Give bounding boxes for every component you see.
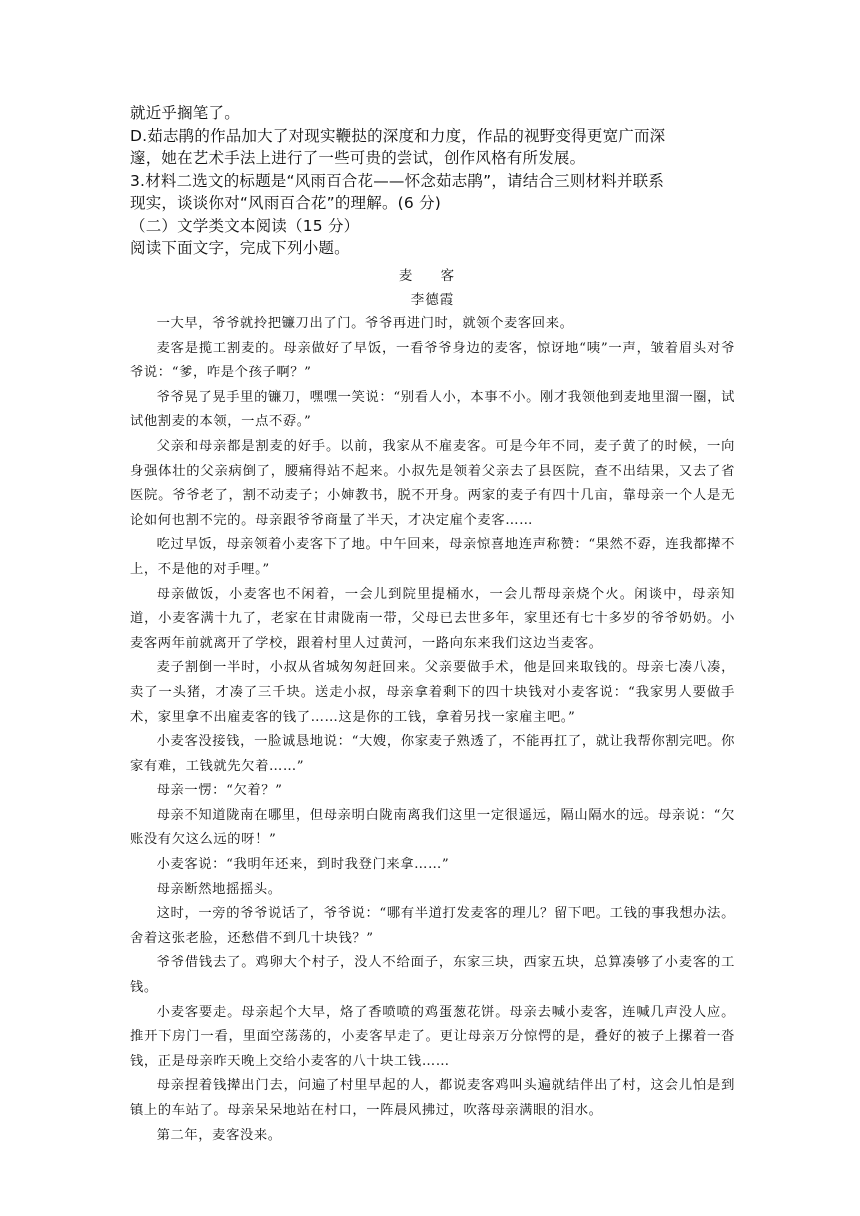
- section-heading: （二）文学类文本阅读（15 分）: [130, 216, 360, 235]
- story-paragraph: 母亲一愣：“欠着？”: [156, 783, 283, 799]
- question-block: [130, 102, 735, 260]
- story-paragraph: 小麦客没接钱，一脸诚恳地说：“大嫂，你家麦子熟透了，不能再扛了，就让我帮你割完吧。你家有难，工钱就先欠着……”: [130, 734, 735, 774]
- story-paragraph: 麦客是揽工割麦的。母亲做好了早饭，一看爷爷身边的麦客，惊讶地“咦”一声，皱着眉头对爷爷说：“爹，咋是个孩子啊？”: [130, 340, 735, 381]
- story-paragraph: 第二年，麦客没来。: [156, 1127, 282, 1143]
- story-title: 麦 客: [398, 268, 467, 284]
- option-d-line: 邃，她在艺术手法上进行了一些可贵的尝试，创作风格有所发展。: [130, 149, 586, 167]
- story-paragraph: 母亲不知道陇南在哪里，但母亲明白陇南离我们这里一定很遥远，隔山隔水的远。母亲说：“欠账没有欠这么远的呀！”: [130, 807, 735, 848]
- story-paragraph: 这时，一旁的爷爷说话了，爷爷说：“哪有半道打发麦客的理儿？留下吧。工钱的事我想办法。舍着这张老脸，还愁借不到几十块钱？”: [130, 906, 735, 946]
- story-paragraph: 父亲和母亲都是割麦的好手。以前，我家从不雇麦客。可是今年不同，麦子黄了的时候，一向身强体壮的父亲病倒了，腰痛得站不起来。小叔先是领着父亲去了县医院，查不出结果，又去了省医院。爷爷老了，割不动麦子；小婶教书，脱不开身。两家的麦子有四十几亩，靠母亲一个人是无论如何也割不完的。母亲跟爷爷商量了半天，才决定雇个麦客……: [130, 438, 735, 528]
- story-paragraph: 母亲做饭，小麦客也不闲着，一会儿到院里提桶水，一会儿帮母亲烧个火。闲谈中，母亲知道，小麦客满十九了，老家在甘肃陇南一带，父母已去世多年，家里还有七十多岁的爷爷奶奶。小麦客两年前就离开了学校，跟着村里人过黄河，一路向东来我们这边当麦客。: [130, 586, 735, 651]
- story-passage: [130, 264, 735, 1148]
- story-paragraph: 小麦客说：“我明年还来，到时我登门来拿……”: [156, 857, 450, 873]
- reading-instruction: 阅读下面文字，完成下列小题。: [130, 239, 350, 257]
- story-paragraph: 小麦客要走。母亲起个大早，烙了香喷喷的鸡蛋葱花饼。母亲去喊小麦客，连喊几声没人应。推开下房门一看，里面空荡荡的，小麦客早走了。更让母亲万分惊愕的是，叠好的被子上摞着一沓钱，正是母亲昨天晚上交给小麦客的八十块工钱……: [130, 1004, 735, 1069]
- story-paragraph: 母亲断然地摇摇头。: [156, 881, 282, 897]
- question-text-line: 就近乎搁笔了。: [130, 104, 240, 122]
- story-paragraph: 爷爷借钱去了。鸡卵大个村子，没人不给面子，东家三块，西家五块，总算凑够了小麦客的工钱。: [130, 955, 735, 996]
- story-paragraph: 一大早，爷爷就拎把镰刀出了门。爷爷再进门时，就领个麦客回来。: [156, 316, 574, 331]
- question-3-line: 现实，谈谈你对“风雨百合花”的理解。(6 分): [130, 194, 442, 212]
- question-3-line: 3.材料二选文的标题是“风雨百合花——怀念茹志鹃”，请结合三则材料并联系: [130, 171, 665, 190]
- story-paragraph: 母亲捏着钱撵出门去，问遍了村里早起的人，都说麦客鸡叫头遍就结伴出了村，这会儿怕是到镇上的车站了。母亲呆呆地站在村口，一阵晨风拂过，吹落母亲满眼的泪水。: [130, 1078, 735, 1118]
- story-paragraph: 吃过早饭，母亲领着小麦客下了地。中午回来，母亲惊喜地连声称赞：“果然不孬，连我都撵不上，不是他的对手哩。”: [130, 537, 735, 577]
- story-paragraph: 麦子割倒一半时，小叔从省城匆匆赶回来。父亲要做手术，他是回来取钱的。母亲七凑八凑，卖了一头猪，才凑了三千块。送走小叔，母亲拿着剩下的四十块钱对小麦客说：“我家男人要做手术，家里拿不出雇麦客的钱了……这是你的工钱，拿着另找一家雇主吧。”: [130, 660, 735, 725]
- option-d-line: D.茹志鹃的作品加大了对现实鞭挞的深度和力度，作品的视野变得更宽广而深: [130, 126, 666, 145]
- story-author: 李德霞: [410, 292, 455, 308]
- story-paragraph: 爷爷晃了晃手里的镰刀，嘿嘿一笑说：“别看人小，本事不小。刚才我领他到麦地里溜一圈，试试他割麦的本领，一点不孬。”: [130, 389, 735, 430]
